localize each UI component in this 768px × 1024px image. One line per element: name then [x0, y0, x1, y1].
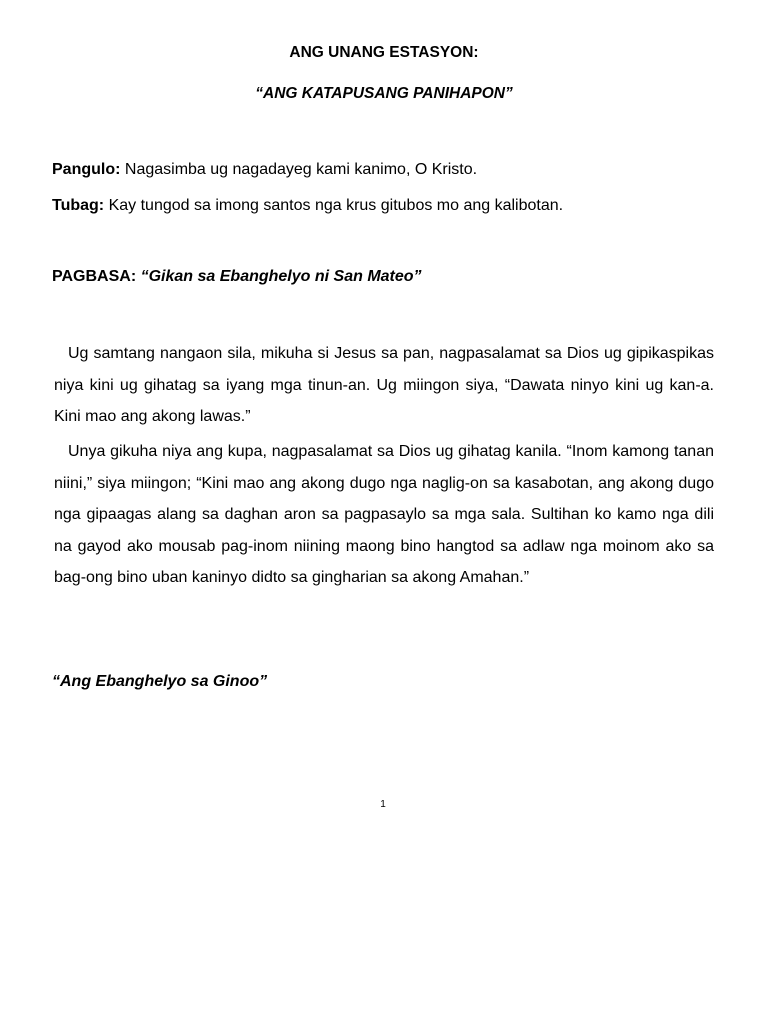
station-subtitle: “ANG KATAPUSANG PANIHAPON”	[255, 85, 513, 102]
station-title: ANG UNANG ESTASYON:	[289, 44, 479, 61]
pagbasa-source: “Gikan sa Ebanghelyo ni San Mateo”	[140, 268, 422, 285]
pangulo-line	[52, 161, 477, 179]
pagbasa-line	[52, 268, 422, 286]
pangulo-text: Nagasimba ug nagadayeg kami kanimo, O Kristo.	[120, 161, 478, 178]
tubag-text: Kay tungod sa imong santos nga krus gitubos mo ang kalibotan.	[104, 197, 564, 214]
tubag-label: Tubag:	[52, 197, 105, 214]
pagbasa-label: PAGBASA:	[52, 268, 141, 285]
reading-paragraph-1: Ug samtang nangaon sila, mikuha si Jesus sa pan, nagpasalamat sa Dios ug gipikaspikas niya kini ug gihatag sa iyang mga tinun-an. Ug miingon siya, “Dawata ninyo kini ug kan-a. Kini mao ang akong lawas.”	[54, 345, 714, 425]
closing-acclamation: “Ang Ebanghelyo sa Ginoo”	[52, 673, 268, 690]
tubag-line	[52, 197, 563, 215]
reading-paragraph-2: Unya gikuha niya ang kupa, nagpasalamat sa Dios ug gihatag kanila. “Inom kamong tanan niini,” siya miingon; “Kini mao ang akong dugo nga naglig-on sa kasabotan, ang akong dugo nga gipaagas alang sa daghan aron sa pagpasaylo sa mga sala. Sultihan ko kamo nga dili na gayod ako mousab pag-inom niining maong bino hangtod sa adlaw nga moinom ako sa bag-ong bino uban kaninyo didto sa gingharian sa akong Amahan.”	[54, 443, 714, 586]
pangulo-label: Pangulo:	[52, 161, 121, 178]
page-number: 1	[380, 799, 386, 810]
